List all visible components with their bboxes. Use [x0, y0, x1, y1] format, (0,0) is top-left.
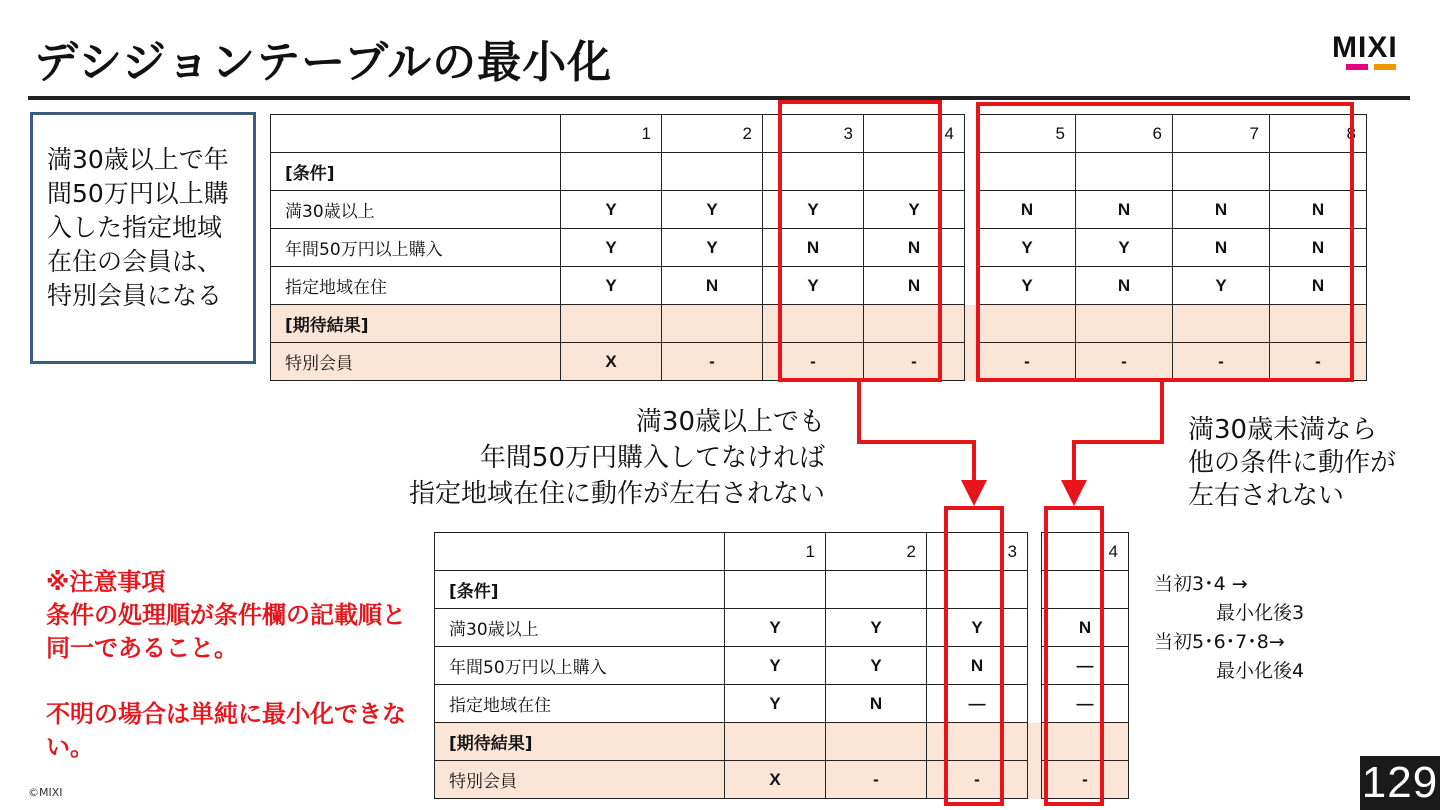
- cell: -: [1076, 343, 1173, 381]
- highlight-rules-3-4: [778, 100, 942, 382]
- note-line: 最小化後3: [1216, 602, 1305, 624]
- cell: Y: [979, 229, 1076, 267]
- condition-row: [435, 685, 1129, 723]
- condition-row: [435, 647, 1129, 685]
- condition-label: 年間50万円以上購入: [271, 229, 561, 267]
- cell: Y: [979, 267, 1076, 305]
- results-label: [期待結果]: [271, 305, 561, 343]
- cell: Y: [561, 191, 662, 229]
- cell: N: [864, 229, 965, 267]
- copyright: ©MIXI: [28, 786, 63, 799]
- condition-label: 満30歳以上: [271, 191, 561, 229]
- mixi-logo: [1332, 31, 1412, 76]
- cell: N: [662, 267, 763, 305]
- cell: N: [1076, 267, 1173, 305]
- condition-label: 指定地域在住: [271, 267, 561, 305]
- cell: N: [1076, 191, 1173, 229]
- note-line: 当初5･6･7･8→: [1154, 631, 1285, 653]
- cell: N: [864, 267, 965, 305]
- cell: N: [1270, 229, 1367, 267]
- cell: —: [1042, 685, 1129, 723]
- logo-bar-pink: [1346, 64, 1368, 70]
- cell: Y: [1173, 267, 1270, 305]
- cell: N: [826, 685, 927, 723]
- cell: Y: [725, 647, 826, 685]
- cell: Y: [826, 609, 927, 647]
- title-divider: [28, 96, 1410, 100]
- highlight-min-rule-3: [944, 506, 1004, 806]
- arrow-down-icon: [1061, 480, 1087, 506]
- col-header: 3: [763, 115, 864, 153]
- specification-box: [30, 112, 256, 364]
- cell: -: [1173, 343, 1270, 381]
- col-header: 4: [1042, 533, 1129, 571]
- connector-line: [857, 440, 976, 444]
- cell: N: [763, 229, 864, 267]
- cell: -: [1042, 761, 1129, 799]
- cell: -: [864, 343, 965, 381]
- condition-label: 年間50万円以上購入: [435, 647, 725, 685]
- caution-heading: ※注意事項: [46, 568, 166, 596]
- cell: N: [927, 647, 1028, 685]
- cell: -: [763, 343, 864, 381]
- cell: Y: [927, 609, 1028, 647]
- cell: Y: [725, 609, 826, 647]
- cell: -: [662, 343, 763, 381]
- cell: N: [1173, 229, 1270, 267]
- result-label: 特別会員: [271, 343, 561, 381]
- cell: Y: [725, 685, 826, 723]
- cell: N: [1270, 267, 1367, 305]
- results-label: [期待結果]: [435, 723, 725, 761]
- result-label: 特別会員: [435, 761, 725, 799]
- col-header: 1: [561, 115, 662, 153]
- cell: X: [561, 343, 662, 381]
- mapping-note: [1154, 570, 1304, 686]
- col-header: 7: [1173, 115, 1270, 153]
- note-line: 最小化後4: [1216, 660, 1305, 682]
- cell: Y: [864, 191, 965, 229]
- conditions-section-row: [435, 571, 1129, 609]
- conditions-label: [条件]: [271, 153, 561, 191]
- condition-label: 満30歳以上: [435, 609, 725, 647]
- cell: N: [1042, 609, 1129, 647]
- cell: N: [1270, 191, 1367, 229]
- explanation-note-left: [370, 404, 825, 512]
- highlight-rules-5-8: [976, 102, 1354, 382]
- col-header: 6: [1076, 115, 1173, 153]
- highlight-min-rule-4: [1044, 506, 1104, 806]
- corner-cell: [435, 533, 725, 571]
- note-line: 指定地域在住に動作が左右されない: [408, 479, 825, 509]
- corner-cell: [271, 115, 561, 153]
- explanation-note-right: [1188, 414, 1428, 513]
- arrow-down-icon: [961, 480, 987, 506]
- cell: —: [1042, 647, 1129, 685]
- col-header: 2: [662, 115, 763, 153]
- result-row: [435, 761, 1129, 799]
- caution-spacer: [46, 665, 406, 698]
- condition-row: [435, 609, 1129, 647]
- cell: Y: [662, 191, 763, 229]
- gap-cell: [1028, 533, 1042, 571]
- connector-line: [972, 440, 976, 484]
- cell: —: [927, 685, 1028, 723]
- header-row: [435, 533, 1129, 571]
- note-line: 左右されない: [1188, 481, 1345, 511]
- cell: Y: [826, 647, 927, 685]
- condition-label: 指定地域在住: [435, 685, 725, 723]
- connector-line: [1160, 380, 1164, 444]
- note-line: 満30歳未満なら: [1188, 415, 1378, 445]
- cell: Y: [1076, 229, 1173, 267]
- note-line: 他の条件に動作が: [1188, 448, 1397, 478]
- cell: N: [979, 191, 1076, 229]
- connector-line: [857, 380, 861, 444]
- note-line: 当初3･4 →: [1154, 573, 1248, 595]
- cell: -: [979, 343, 1076, 381]
- cell: X: [725, 761, 826, 799]
- col-header: 2: [826, 533, 927, 571]
- page-number: 129: [1360, 756, 1440, 810]
- results-section-row: [435, 723, 1129, 761]
- note-line: 満30歳以上でも: [635, 407, 825, 437]
- cell: Y: [561, 229, 662, 267]
- page-title: デシジョンテーブルの最小化: [34, 37, 613, 88]
- cell: -: [1270, 343, 1367, 381]
- logo-bar-orange: [1374, 64, 1396, 70]
- logo-text: MIXI: [1332, 31, 1398, 64]
- connector-line: [1072, 440, 1076, 484]
- conditions-label: [条件]: [435, 571, 725, 609]
- cell: Y: [763, 191, 864, 229]
- note-line: 年間50万円購入してなければ: [479, 443, 825, 473]
- caution-note: [46, 566, 406, 764]
- specification-text: 満30歳以上で年間50万円以上購入した指定地域在住の会員は、特別会員になる: [47, 145, 229, 310]
- col-header: 5: [979, 115, 1076, 153]
- cell: -: [927, 761, 1028, 799]
- col-header: 4: [864, 115, 965, 153]
- caution-line: 条件の処理順が条件欄の記載順と同一であること。: [46, 601, 406, 662]
- caution-line: 不明の場合は単純に最小化できない。: [46, 700, 406, 761]
- cell: Y: [763, 267, 864, 305]
- cell: -: [826, 761, 927, 799]
- cell: Y: [561, 267, 662, 305]
- col-header: 3: [927, 533, 1028, 571]
- cell: Y: [662, 229, 763, 267]
- decision-table-minimized: [434, 532, 1129, 799]
- connector-line: [1072, 440, 1164, 444]
- col-header: 1: [725, 533, 826, 571]
- col-header: 8: [1270, 115, 1367, 153]
- cell: N: [1173, 191, 1270, 229]
